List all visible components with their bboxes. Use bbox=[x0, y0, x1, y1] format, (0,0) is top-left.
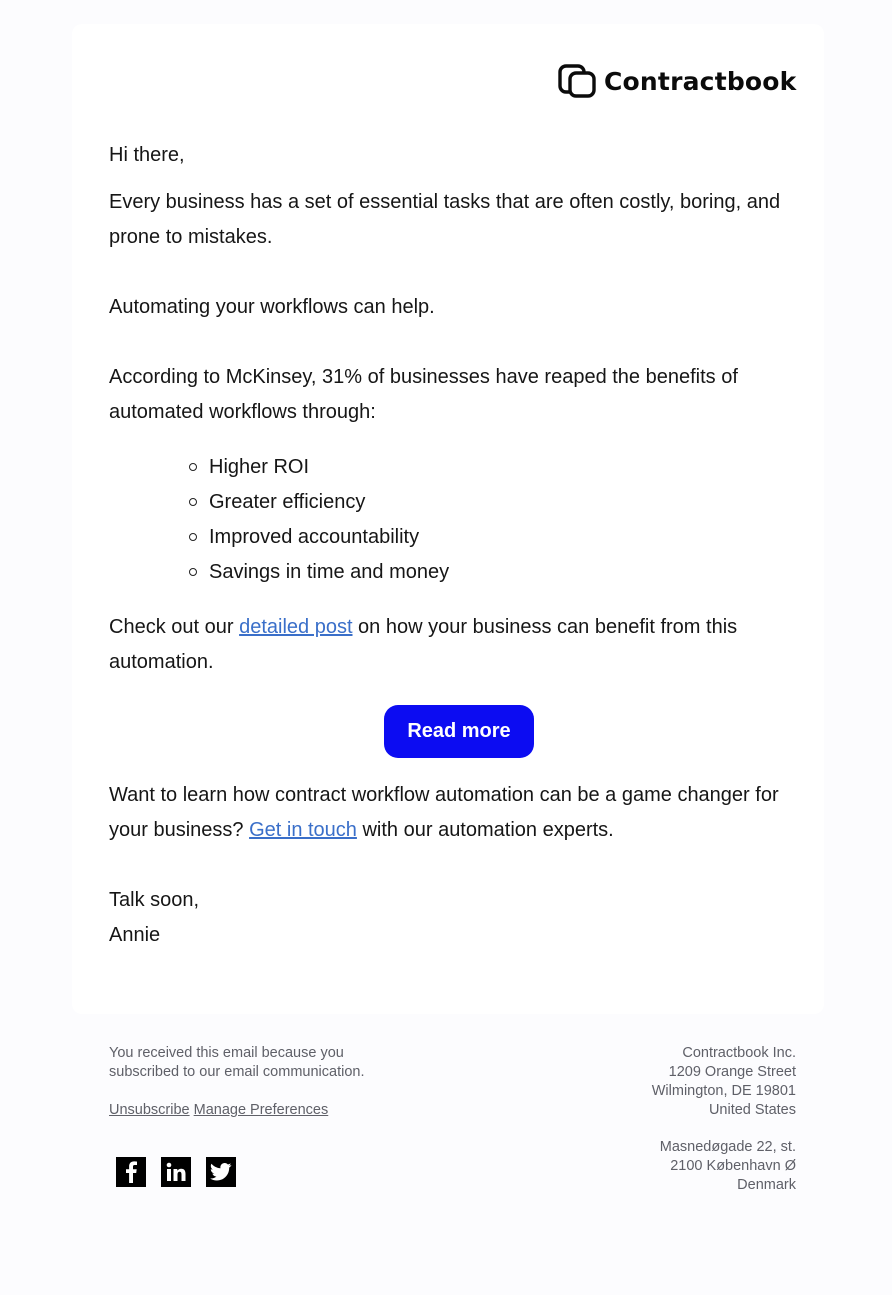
read-more-button[interactable]: Read more bbox=[384, 705, 533, 758]
brand-logo[interactable] bbox=[558, 64, 797, 98]
notice-line: subscribed to our email communication. bbox=[109, 1064, 365, 1080]
mckinsey-paragraph: According to McKinsey, 31% of businesses have reaped the benefits of automated workflows through: bbox=[109, 366, 738, 423]
list-item bbox=[189, 450, 809, 485]
address-line: Denmark bbox=[737, 1177, 796, 1193]
benefits-list bbox=[109, 450, 809, 590]
circle-bullet-icon bbox=[189, 498, 197, 506]
address-line: 1209 Orange Street bbox=[668, 1064, 796, 1080]
list-item bbox=[189, 555, 809, 590]
email-body bbox=[109, 138, 809, 953]
benefit-label: Greater efficiency bbox=[209, 491, 366, 513]
text-span: Want to learn how contract workflow automation can be a game changer for your business? bbox=[109, 784, 779, 841]
signoff: Talk soon, bbox=[109, 889, 200, 911]
list-item bbox=[189, 485, 809, 520]
social-links bbox=[116, 1157, 236, 1187]
circle-bullet-icon bbox=[189, 568, 197, 576]
linkedin-icon[interactable] bbox=[161, 1157, 191, 1187]
text-span: with our automation experts. bbox=[356, 819, 614, 841]
brand-name: Contractbook bbox=[604, 66, 797, 96]
address-line: Masnedøgade 22, st. bbox=[659, 1139, 796, 1155]
address-line: Wilmington, DE 19801 bbox=[651, 1083, 796, 1099]
get-in-touch-paragraph bbox=[109, 778, 809, 848]
text-span: Check out our bbox=[109, 616, 240, 638]
circle-bullet-icon bbox=[189, 463, 197, 471]
benefit-label: Improved accountability bbox=[209, 526, 420, 548]
text-span: on how your business can benefit from this automation. bbox=[109, 616, 738, 673]
manage-preferences-link[interactable]: Manage Preferences bbox=[193, 1102, 329, 1118]
footer-addresses bbox=[496, 1044, 796, 1195]
benefit-label: Savings in time and money bbox=[209, 561, 450, 583]
detailed-post-link[interactable]: detailed post bbox=[239, 616, 353, 638]
twitter-icon[interactable] bbox=[206, 1157, 236, 1187]
detailed-post-paragraph bbox=[109, 610, 809, 680]
intro-paragraph: Every business has a set of essential tasks that are often costly, boring, and prone to mistakes. bbox=[109, 191, 781, 248]
address-line: United States bbox=[708, 1102, 796, 1118]
address-line: Contractbook Inc. bbox=[682, 1045, 796, 1061]
facebook-icon[interactable] bbox=[116, 1157, 146, 1187]
footer-links bbox=[109, 1101, 409, 1120]
cta-row bbox=[109, 705, 809, 758]
contractbook-logo-icon bbox=[558, 64, 596, 98]
benefit-label: Higher ROI bbox=[209, 456, 310, 478]
footer-notice bbox=[109, 1044, 409, 1120]
greeting: Hi there, bbox=[109, 144, 185, 166]
address-line: 2100 København Ø bbox=[670, 1158, 796, 1174]
list-item bbox=[189, 520, 809, 555]
automation-paragraph: Automating your workflows can help. bbox=[109, 296, 435, 318]
unsubscribe-link[interactable]: Unsubscribe bbox=[109, 1102, 190, 1118]
signature: Annie bbox=[109, 924, 161, 946]
get-in-touch-link[interactable]: Get in touch bbox=[249, 819, 357, 841]
notice-line: You received this email because you bbox=[109, 1045, 344, 1061]
circle-bullet-icon bbox=[189, 533, 197, 541]
